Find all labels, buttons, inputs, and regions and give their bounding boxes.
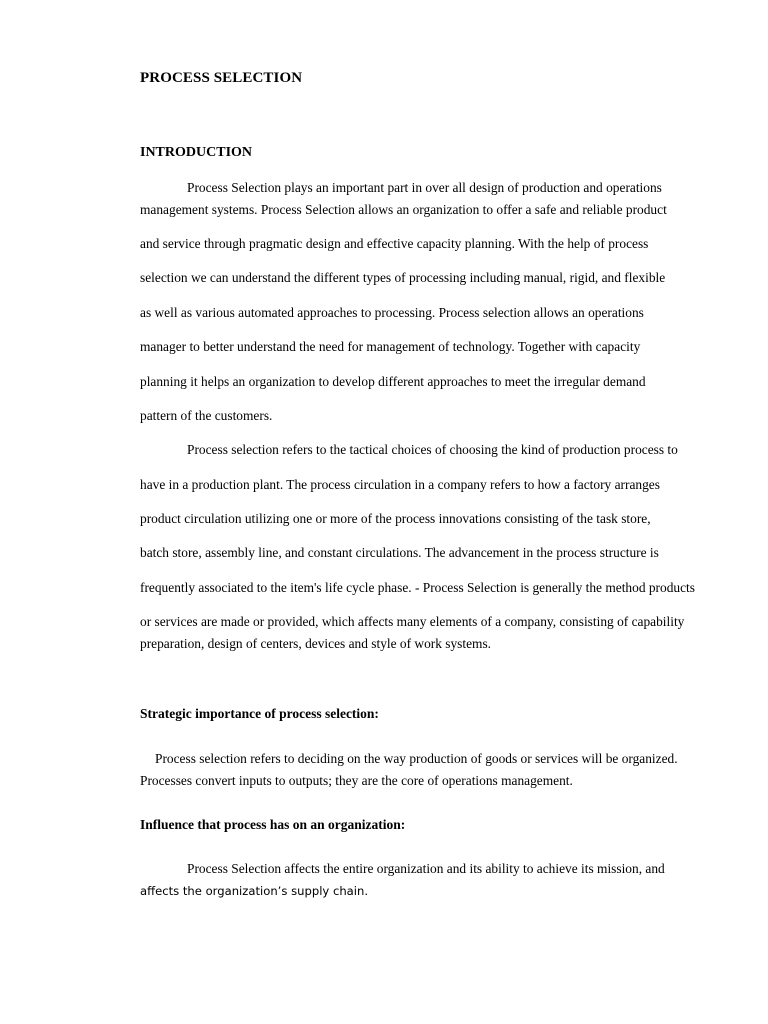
paragraph-line: frequently associated to the item's life cycle phase. - Process Selection is generally the method products bbox=[140, 580, 695, 595]
paragraph-line: selection we can understand the different types of processing including manual, rigid, and flexible bbox=[140, 270, 666, 285]
paragraph-line: Process Selection affects the entire organization and its ability to achieve its mission, and bbox=[187, 861, 665, 876]
paragraph-line: manager to better understand the need for management of technology. Together with capacity bbox=[140, 339, 641, 354]
paragraph-line: and service through pragmatic design and effective capacity planning. With the help of process bbox=[140, 236, 649, 251]
paragraph-line: Process selection refers to deciding on the way production of goods or services will be organized. bbox=[155, 751, 678, 766]
influence-heading: Influence that process has on an organization: bbox=[140, 817, 406, 832]
paragraph-line: batch store, assembly line, and constant circulations. The advancement in the process structure is bbox=[140, 545, 659, 560]
paragraph-line: management systems. Process Selection allows an organization to offer a safe and reliable product bbox=[140, 202, 667, 217]
paragraph-line: Processes convert inputs to outputs; they are the core of operations management. bbox=[140, 773, 573, 788]
paragraph-line: Process Selection plays an important part in over all design of production and operations bbox=[187, 180, 662, 195]
paragraph-line: have in a production plant. The process circulation in a company refers to how a factory arranges bbox=[140, 477, 660, 492]
paragraph-line: planning it helps an organization to develop different approaches to meet the irregular demand bbox=[140, 374, 646, 389]
introduction-heading: INTRODUCTION bbox=[140, 145, 253, 160]
paragraph-line: product circulation utilizing one or more of the process innovations consisting of the task store, bbox=[140, 511, 651, 526]
paragraph-line: affects the organization’s supply chain. bbox=[140, 884, 369, 898]
document-title: PROCESS SELECTION bbox=[140, 70, 303, 86]
paragraph-line: or services are made or provided, which affects many elements of a company, consisting of capability bbox=[140, 614, 685, 629]
paragraph-line: pattern of the customers. bbox=[140, 408, 273, 423]
paragraph-line: as well as various automated approaches to processing. Process selection allows an operations bbox=[140, 305, 644, 320]
paragraph-line: preparation, design of centers, devices and style of work systems. bbox=[140, 636, 492, 651]
paragraph-line: Process selection refers to the tactical choices of choosing the kind of production process to bbox=[187, 442, 678, 457]
strategic-importance-heading: Strategic importance of process selection: bbox=[140, 706, 379, 721]
